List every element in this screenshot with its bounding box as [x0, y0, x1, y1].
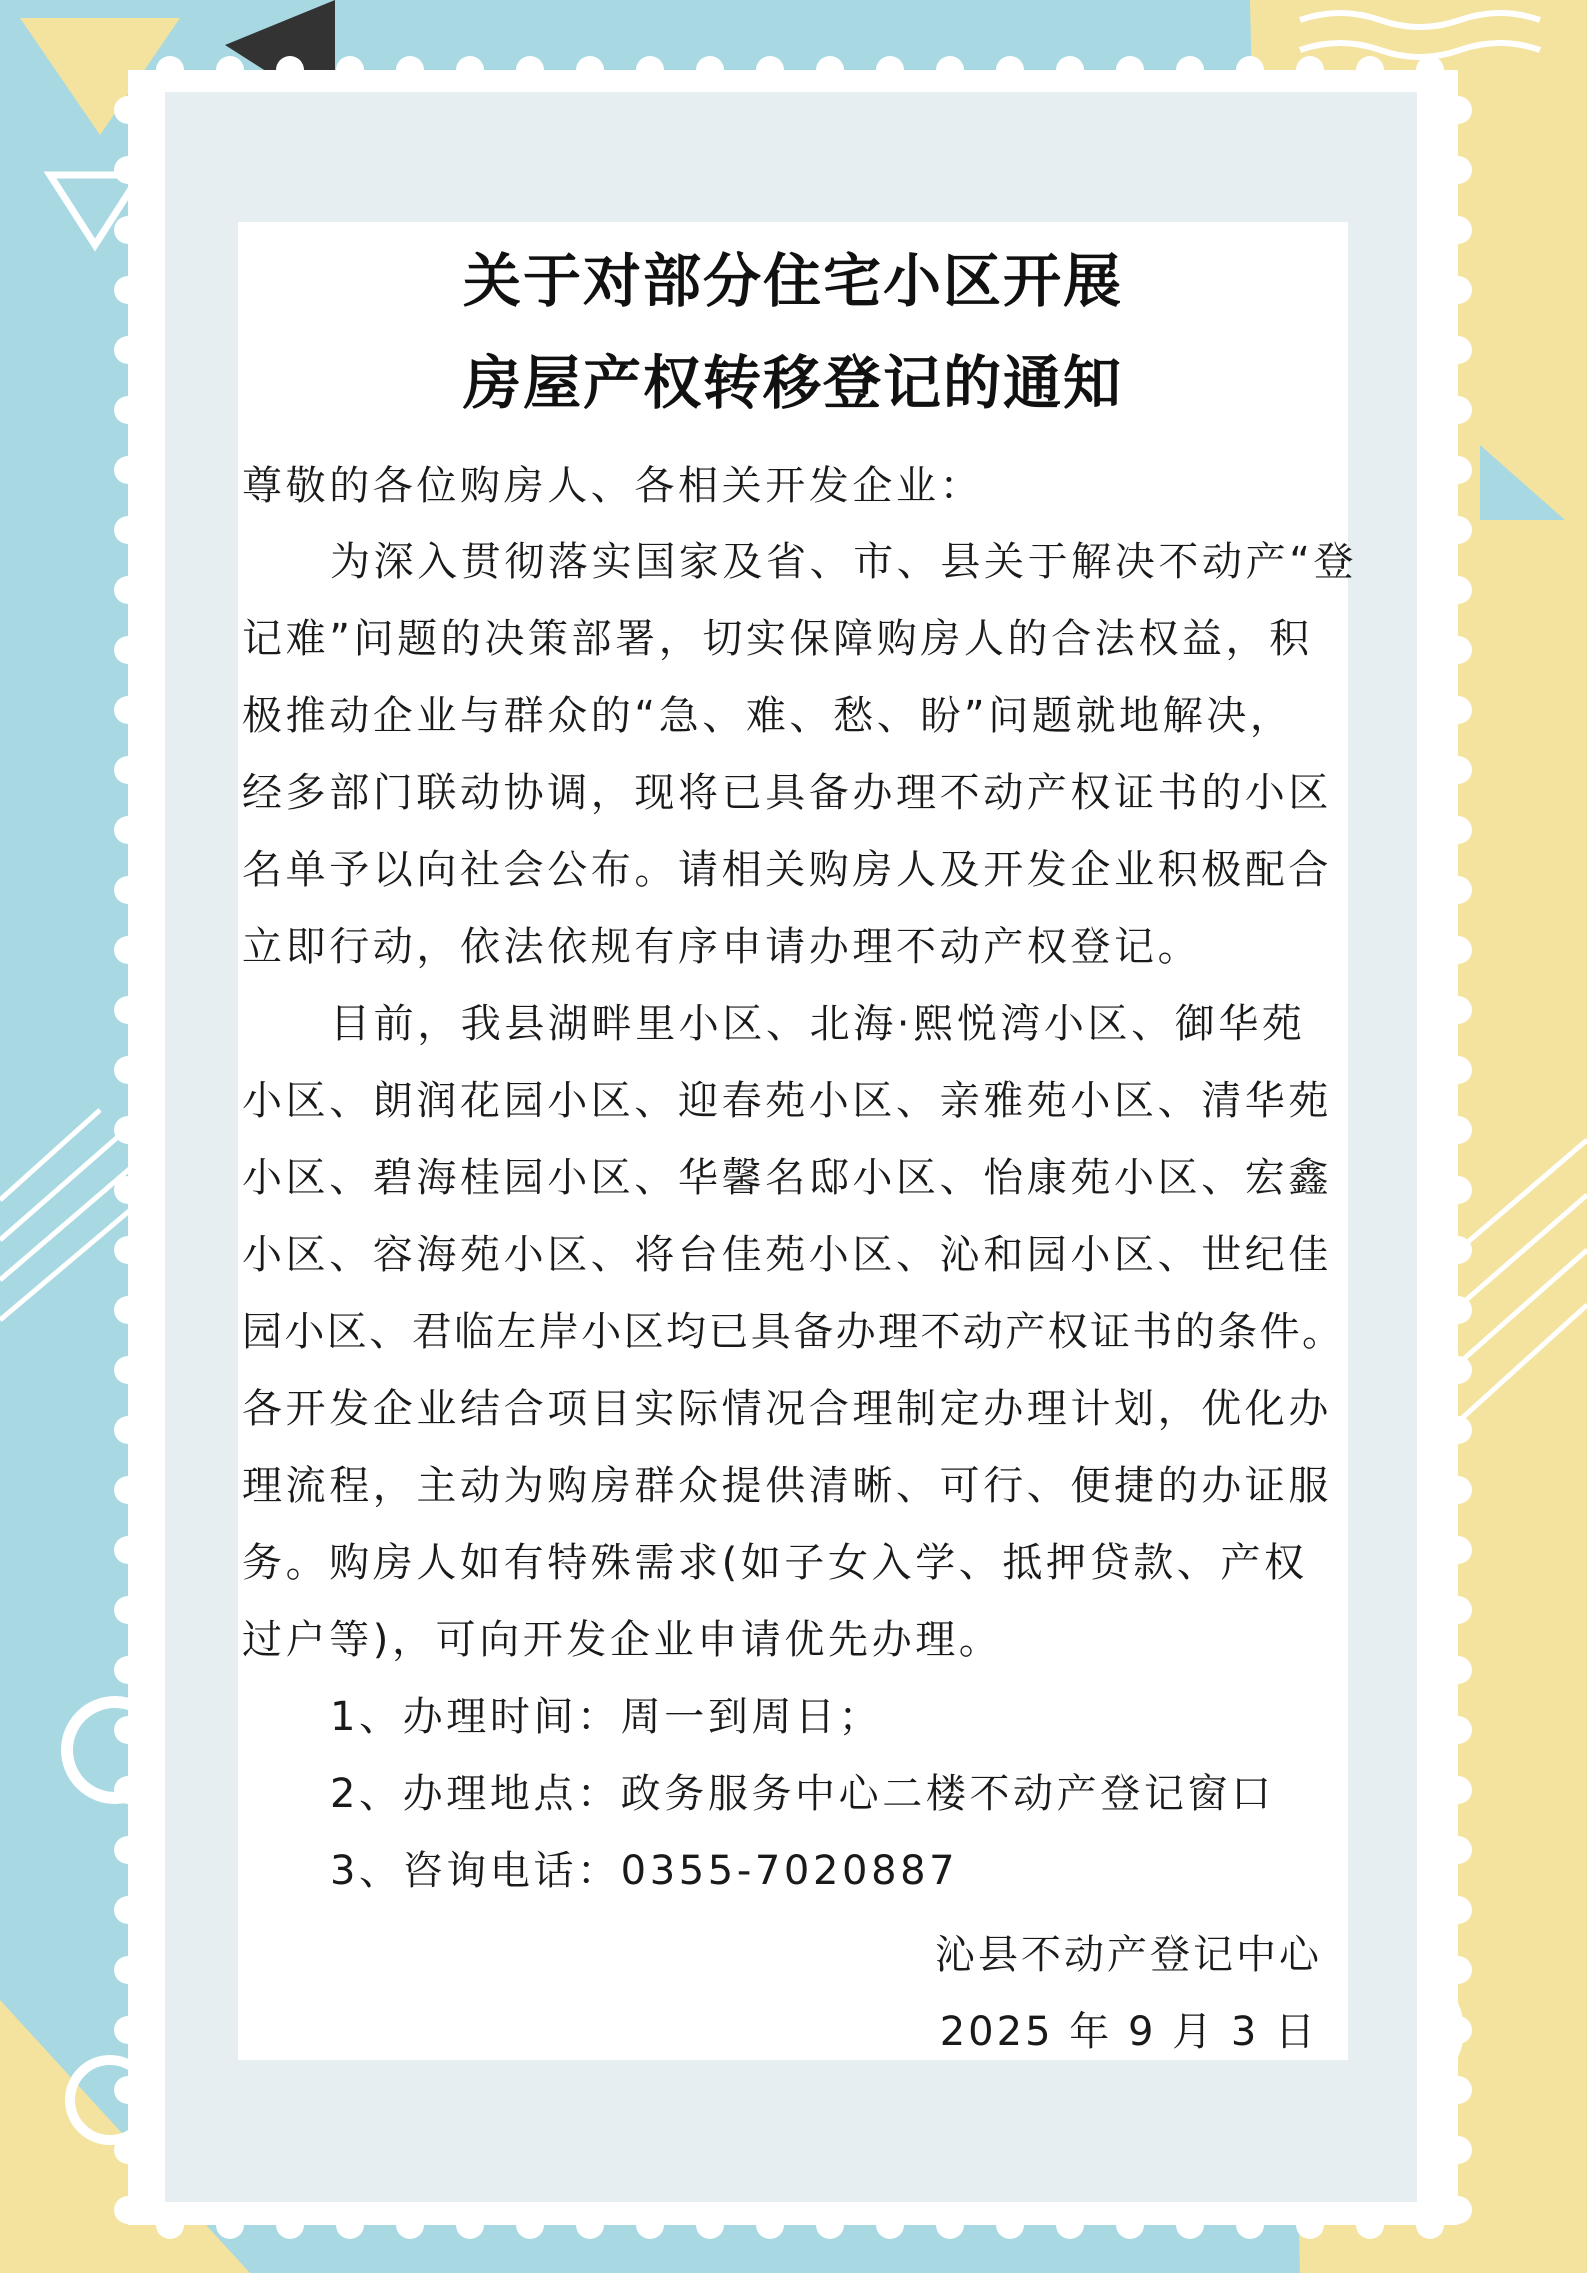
info-item-hours: 1、办理时间：周一到周日；	[330, 1694, 883, 1740]
signature-org: 沁县不动产登记中心	[935, 1932, 1322, 1978]
notice-title-line2: 房屋产权转移登记的通知	[462, 349, 1123, 417]
paragraph-line: 理流程，主动为购房群众提供清晰、可行、便捷的办证服	[242, 1463, 1332, 1509]
paragraph-line: 各开发企业结合项目实际情况合理制定办理计划，优化办	[242, 1386, 1332, 1432]
paragraph-line: 务。购房人如有特殊需求(如子女入学、抵押贷款、产权	[242, 1540, 1308, 1586]
paragraph-line: 过户等)，可向开发企业申请优先办理。	[242, 1617, 1003, 1663]
paragraph-line: 小区、容海苑小区、将台佳苑小区、沁和园小区、世纪佳	[242, 1232, 1332, 1278]
notice-card	[238, 222, 1358, 2060]
paragraph-line: 经多部门联动协调，现将已具备办理不动产权证书的小区	[242, 770, 1332, 816]
paragraph-line: 立即行动，依法依规有序申请办理不动产权登记。	[242, 924, 1202, 970]
paragraph-line: 记难”问题的决策部署，切实保障购房人的合法权益，积	[242, 616, 1313, 662]
salutation: 尊敬的各位购房人、各相关开发企业：	[242, 463, 984, 509]
paragraph-line: 名单予以向社会公布。请相关购房人及开发企业积极配合	[242, 847, 1332, 893]
paragraph-line: 小区、朗润花园小区、迎春苑小区、亲雅苑小区、清华苑	[242, 1078, 1332, 1124]
paragraph-line: 为深入贯彻落实国家及省、市、县关于解决不动产“登	[330, 539, 1358, 585]
paragraph-line: 园小区、君临左岸小区均已具备办理不动产权证书的条件。	[242, 1309, 1345, 1355]
paragraph-line: 小区、碧海桂园小区、华馨名邸小区、怡康苑小区、宏鑫	[242, 1155, 1332, 1201]
paragraph-line: 极推动企业与群众的“急、难、愁、盼”问题就地解决，	[242, 693, 1294, 739]
signature-date: 2025 年 9 月 3 日	[939, 2009, 1318, 2055]
paragraph-line: 目前，我县湖畔里小区、北海·熙悦湾小区、御华苑	[330, 1001, 1306, 1047]
info-item-location: 2、办理地点：政务服务中心二楼不动产登记窗口	[330, 1771, 1275, 1817]
info-item-phone: 3、咨询电话：0355-7020887	[330, 1848, 959, 1894]
notice-title-line1: 关于对部分住宅小区开展	[462, 247, 1123, 315]
